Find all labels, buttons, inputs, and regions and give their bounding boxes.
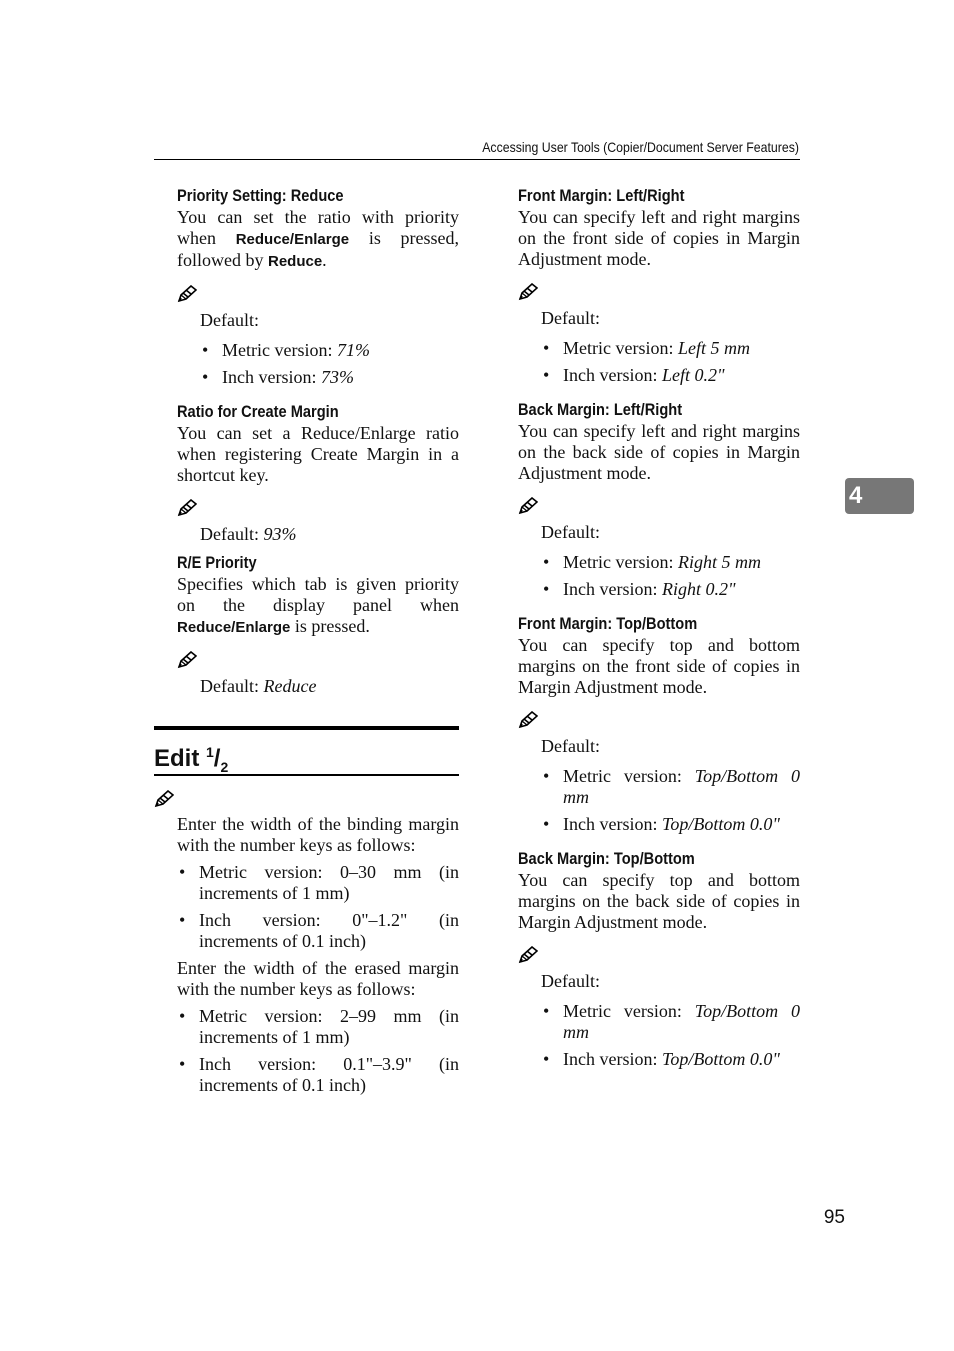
section-body: You can specify left and right margins on the back side of copies in Margin Adjustment mode. [518, 421, 800, 483]
running-header: Accessing User Tools (Copier/Document Server Features) [482, 139, 799, 155]
right-column [518, 185, 800, 1070]
list-item: • Inch version: Right 0.2" [541, 579, 800, 600]
section-heading: Back Margin: Left/Right [518, 400, 683, 419]
edit-paragraph: Enter the width of the binding margin with the number keys as follows: [177, 814, 459, 855]
list-item: • Inch version: 0"–1.2" (in increments of 0.1 inch) [177, 910, 459, 952]
section-body: You can specify left and right margins on the front side of copies in Margin Adjustment mode. [518, 207, 800, 269]
key-label: Reduce/Enlarge [177, 619, 291, 636]
header-rule [154, 159, 800, 160]
list-item: • Inch version: 73% [200, 367, 459, 388]
pencil-note-icon [518, 711, 800, 733]
chapter-tab-label: 4 [849, 482, 863, 509]
default-line: Default: Reduce [200, 676, 317, 696]
list-item: • Metric version: Top/Bottom 0 mm [541, 1001, 800, 1043]
section-body: You can set the ratio with priority when Reduce/Enlarge is pressed, followed by Reduce. [177, 207, 460, 270]
list-item: • Inch version: Top/Bottom 0.0" [541, 1049, 800, 1070]
pencil-note-icon [177, 285, 459, 307]
section-heading: Back Margin: Top/Bottom [518, 849, 695, 868]
section-heading: R/E Priority [177, 553, 257, 572]
section-rule [154, 774, 459, 776]
section-heading: Priority Setting: Reduce [177, 186, 344, 205]
key-label: Reduce/Enlarge [235, 231, 350, 248]
pencil-note-icon [518, 283, 800, 305]
page-number: 95 [823, 1207, 845, 1228]
list-item: • Inch version: Left 0.2" [541, 365, 800, 386]
section-title: Edit $^1/_2$ [154, 744, 229, 775]
default-label: Default: [541, 522, 600, 542]
section-body: Specifies which tab is given priority on the display panel when Reduce/Enlarge is pressed. [177, 574, 459, 636]
edit-paragraph: Enter the width of the erased margin with the number keys as follows: [177, 958, 459, 999]
section-heading: Ratio for Create Margin [177, 402, 339, 421]
pencil-note-icon [154, 790, 459, 812]
default-line: Default: 93% [200, 524, 297, 544]
section-heading: Front Margin: Top/Bottom [518, 614, 698, 633]
list-item: • Metric version: 71% [200, 340, 459, 361]
section-body: You can specify top and bottom margins on the back side of copies in Margin Adjustment mode. [518, 870, 800, 932]
pencil-note-icon [177, 499, 459, 521]
list-item: • Metric version: Left 5 mm [541, 338, 800, 359]
default-label: Default: [541, 971, 600, 991]
list-item: • Metric version: 0–30 mm (in increments of 1 mm) [177, 862, 459, 904]
list-item: • Metric version: Right 5 mm [541, 552, 800, 573]
section-body: You can specify top and bottom margins on the front side of copies in Margin Adjustment mode. [518, 635, 800, 697]
list-item: • Metric version: Top/Bottom 0 mm [541, 766, 800, 808]
default-label: Default: [200, 310, 259, 330]
key-label: Reduce [267, 253, 323, 270]
list-item: • Metric version: 2–99 mm (in increments of 1 mm) [177, 1006, 459, 1048]
left-column [177, 185, 459, 700]
pencil-note-icon [518, 497, 800, 519]
chapter-tab [845, 478, 914, 514]
default-label: Default: [541, 308, 600, 328]
section-body: You can set a Reduce/Enlarge ratio when registering Create Margin in a shortcut key. [177, 423, 459, 485]
section-heading: Front Margin: Left/Right [518, 186, 685, 205]
pencil-note-icon [177, 651, 459, 673]
edit-section [154, 726, 459, 1096]
list-item: • Inch version: 0.1"–3.9" (in increments of 0.1 inch) [177, 1054, 459, 1096]
list-item: • Inch version: Top/Bottom 0.0" [541, 814, 800, 835]
pencil-note-icon [518, 946, 800, 968]
default-label: Default: [541, 736, 600, 756]
